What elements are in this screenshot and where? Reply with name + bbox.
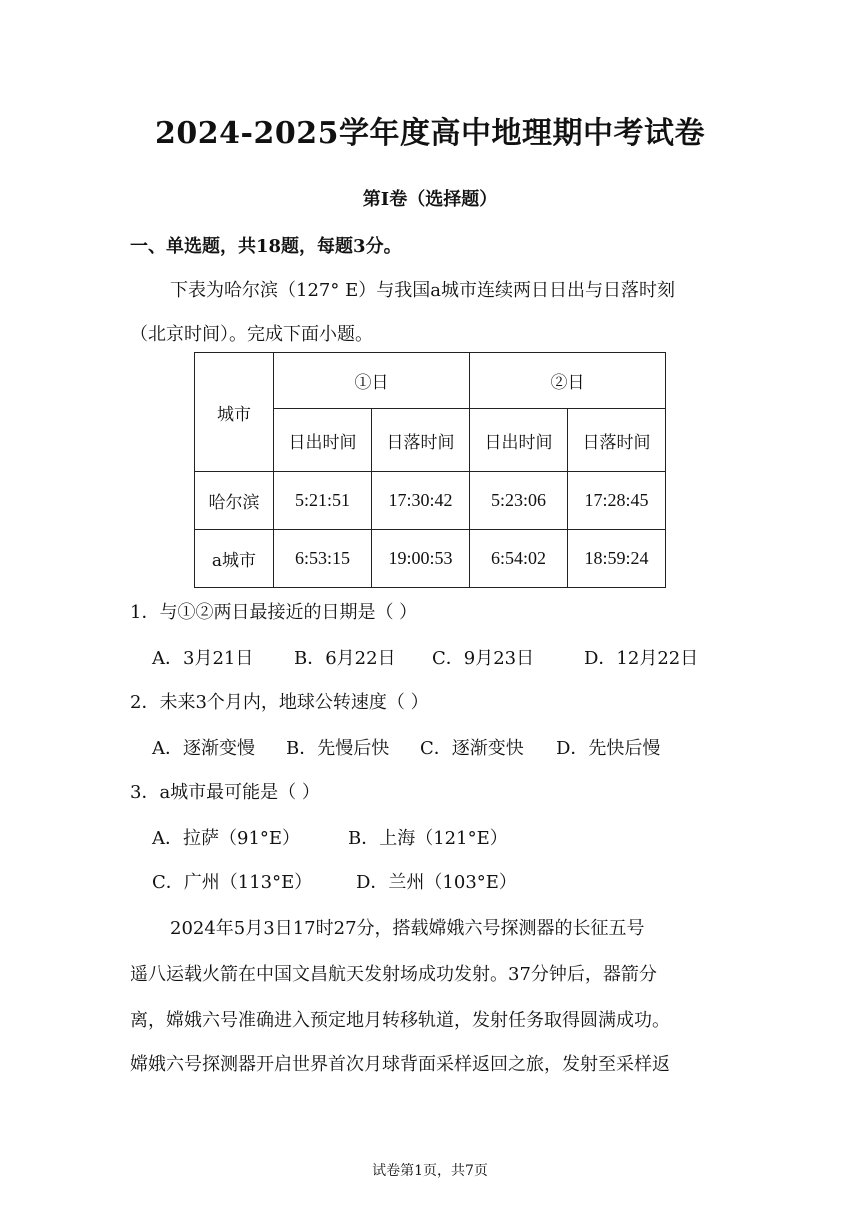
sunrise-sunset-table bbox=[194, 352, 666, 588]
option-c: C．9月23日 bbox=[432, 648, 535, 669]
row-city: 哈尔滨 bbox=[195, 472, 274, 530]
option-a: A．3月21日 bbox=[152, 648, 254, 669]
option-b: B．上海（121°E） bbox=[348, 828, 508, 849]
cell: 18:59:24 bbox=[568, 530, 666, 588]
option-a: A．逐渐变慢 bbox=[152, 738, 255, 759]
question-2-options bbox=[152, 734, 660, 760]
question-1-options bbox=[152, 644, 698, 670]
day1-header: ①日 bbox=[274, 353, 470, 409]
sunset-header: 日落时间 bbox=[372, 409, 470, 472]
cell: 5:23:06 bbox=[470, 472, 568, 530]
cell: 17:28:45 bbox=[568, 472, 666, 530]
cell: 6:53:15 bbox=[274, 530, 372, 588]
question-2: 2．未来3个月内，地球公转速度（ ） bbox=[130, 692, 429, 713]
passage-line-4: 嫦娥六号探测器开启世界首次月球背面采样返回之旅，发射至采样返 bbox=[130, 1054, 670, 1075]
day2-header: ②日 bbox=[470, 353, 666, 409]
option-d: D．12月22日 bbox=[584, 648, 699, 669]
volume-heading: 第I卷（选择题） bbox=[362, 189, 498, 210]
question-3-options-row-2 bbox=[152, 868, 517, 894]
sunrise-header: 日出时间 bbox=[470, 409, 568, 472]
sunrise-header: 日出时间 bbox=[274, 409, 372, 472]
exam-title: 2024-2025学年度高中地理期中考试卷 bbox=[155, 116, 705, 151]
row-city: a城市 bbox=[195, 530, 274, 588]
intro-line-2: （北京时间）。完成下面小题。 bbox=[130, 324, 373, 345]
question-3: 3．a城市最可能是（ ） bbox=[130, 782, 320, 803]
option-c: C．逐渐变快 bbox=[420, 738, 524, 759]
question-3-options-row-1 bbox=[152, 824, 508, 850]
option-b: B．6月22日 bbox=[294, 648, 396, 669]
option-b: B．先慢后快 bbox=[286, 738, 390, 759]
option-d: D．先快后慢 bbox=[556, 738, 661, 759]
cell: 19:00:53 bbox=[372, 530, 470, 588]
city-header: 城市 bbox=[195, 353, 274, 472]
cell: 17:30:42 bbox=[372, 472, 470, 530]
page-footer: 试卷第1页，共7页 bbox=[372, 1163, 488, 1179]
sunset-header: 日落时间 bbox=[568, 409, 666, 472]
question-1: 1．与①②两日最接近的日期是（ ） bbox=[130, 602, 418, 623]
cell: 5:21:51 bbox=[274, 472, 372, 530]
option-c: C．广州（113°E） bbox=[152, 872, 313, 893]
passage-line-3: 离，嫦娥六号准确进入预定地月转移轨道，发射任务取得圆满成功。 bbox=[130, 1010, 670, 1031]
section-heading: 一、单选题，共18题，每题3分。 bbox=[130, 236, 402, 257]
passage-line-1: 2024年5月3日17时27分，搭载嫦娥六号探测器的长征五号 bbox=[170, 918, 645, 939]
option-a: A．拉萨（91°E） bbox=[152, 828, 301, 849]
option-d: D．兰州（103°E） bbox=[356, 872, 517, 893]
cell: 6:54:02 bbox=[470, 530, 568, 588]
intro-line-1: 下表为哈尔滨（127° E）与我国a城市连续两日日出与日落时刻 bbox=[170, 280, 675, 301]
passage-line-2: 遥八运载火箭在中国文昌航天发射场成功发射。37分钟后，器箭分 bbox=[130, 964, 657, 985]
